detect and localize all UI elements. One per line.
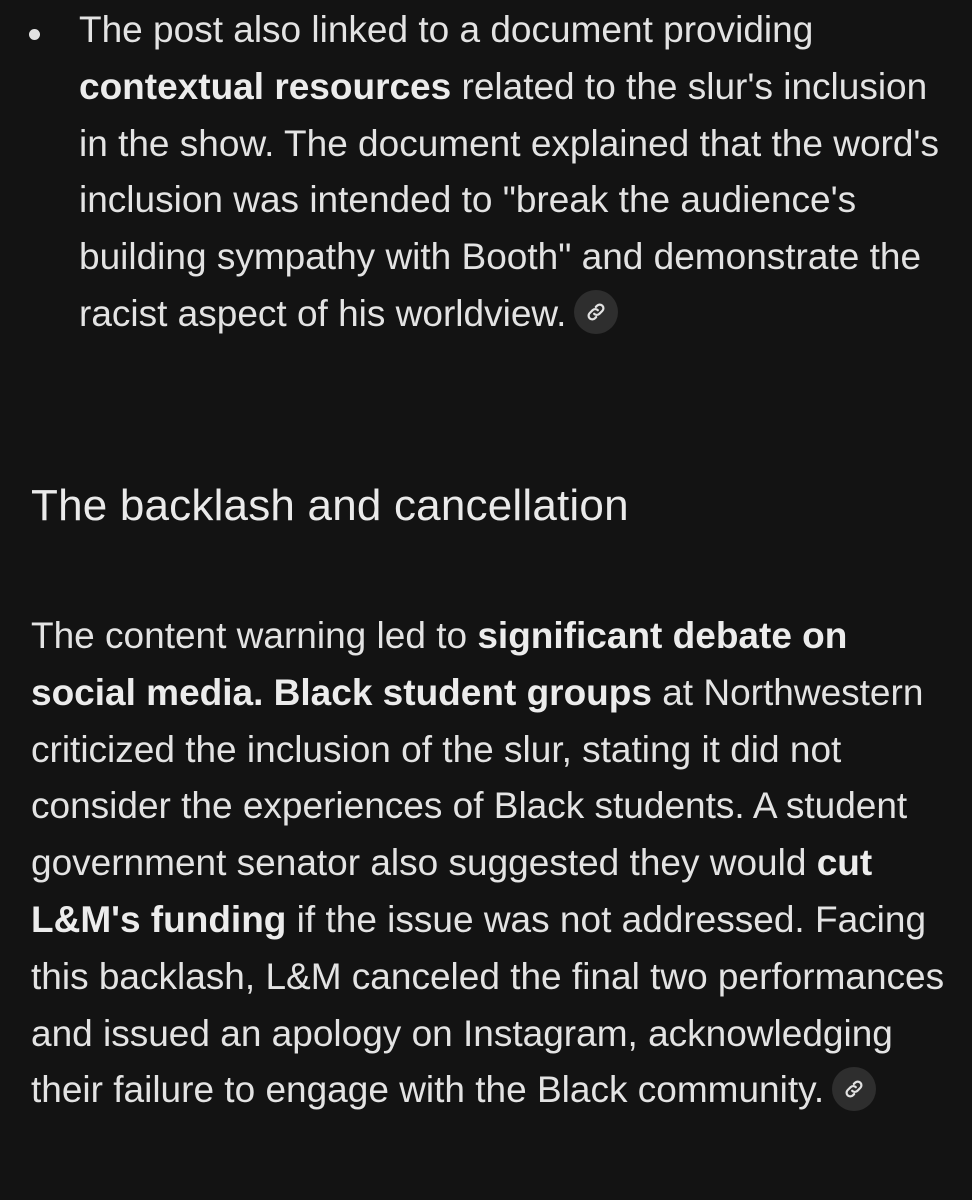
link-icon <box>843 1078 865 1100</box>
text-run: related to the slur's inclusion in the show. The document explained that the word's inclusion was intended to "break the audience's building sympathy with Booth" and demonstrate the racist aspect of his worldview. <box>79 65 939 334</box>
bold-phrase: significant debate on social media. <box>31 615 848 713</box>
text-run: The post also linked to a document providing <box>79 9 814 50</box>
source-link-button[interactable] <box>832 1067 876 1111</box>
bullet-dot-icon <box>29 29 40 40</box>
bold-phrase: cut L&M's funding <box>31 842 873 940</box>
bold-phrase: contextual resources <box>79 65 452 107</box>
text-run: at Northwestern criticized the inclusion of the slur, stating it did not consider the experiences of Black students. A student government senator also suggested they would <box>31 671 924 884</box>
section-heading: The backlash and cancellation <box>31 481 629 530</box>
bold-phrase: Black student groups <box>273 671 652 713</box>
source-link-button[interactable] <box>574 290 618 334</box>
link-icon <box>585 301 607 323</box>
text-run: The content warning led to <box>31 615 478 656</box>
text-run: if the issue was not addressed. Facing this backlash, L&M canceled the final two performances and issued an apology on Instagram, acknowledging their failure to engage with the Black community. <box>31 898 945 1111</box>
section-paragraph <box>31 608 956 1119</box>
list-item-text <box>79 2 959 343</box>
text-run <box>263 672 273 713</box>
